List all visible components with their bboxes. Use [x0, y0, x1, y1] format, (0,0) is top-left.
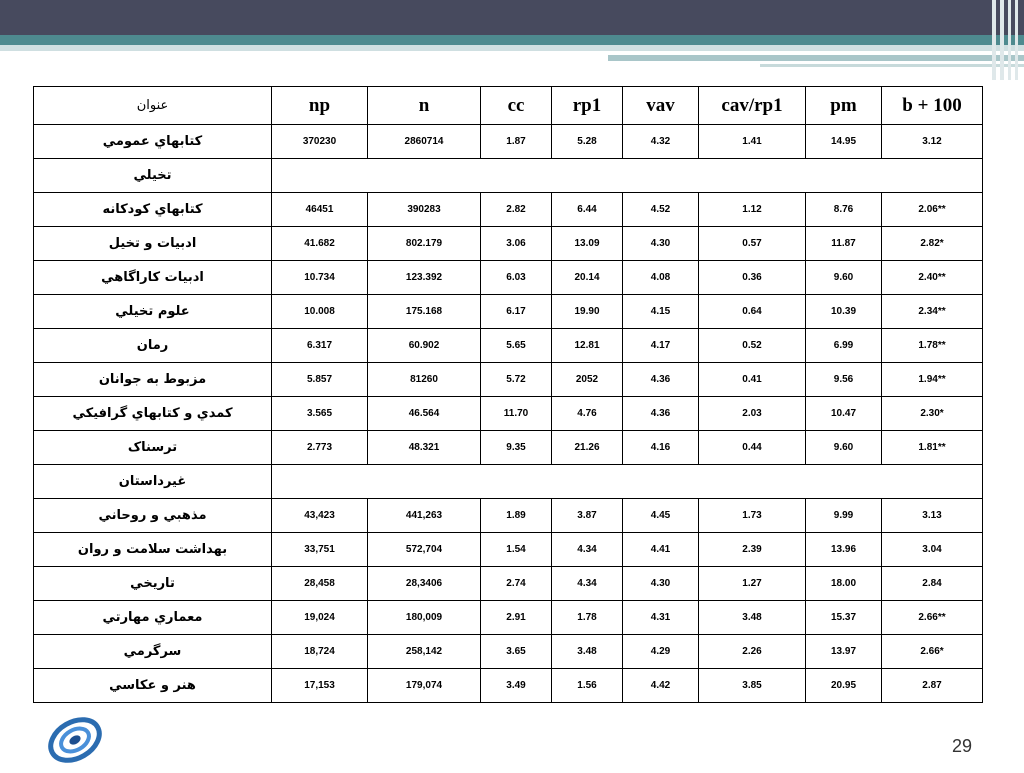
table-cell: 9.60 [806, 431, 882, 465]
table-cell: 3.04 [882, 533, 983, 567]
decor-stripe [1015, 0, 1018, 80]
table-cell: 4.36 [623, 397, 699, 431]
table-cell: 1.78** [882, 329, 983, 363]
table-cell: 14.95 [806, 125, 882, 159]
column-header: rp1 [552, 87, 623, 125]
table-cell: 20.14 [552, 261, 623, 295]
row-label: بهداشت سلامت و روان [34, 533, 272, 567]
table-cell: 17,153 [272, 669, 368, 703]
table-cell: 390283 [368, 193, 481, 227]
row-label: علوم تخيلي [34, 295, 272, 329]
header-right-band [608, 55, 1024, 61]
table-cell: 4.17 [623, 329, 699, 363]
table-row [34, 669, 983, 703]
table-cell: 15.37 [806, 601, 882, 635]
table-cell: 9.99 [806, 499, 882, 533]
table-cell: 3.12 [882, 125, 983, 159]
table-cell: 9.56 [806, 363, 882, 397]
table-row [34, 533, 983, 567]
table-row [34, 295, 983, 329]
table-row [34, 159, 983, 193]
table-cell: 3.06 [481, 227, 552, 261]
table-cell: 13.97 [806, 635, 882, 669]
table-cell: 2052 [552, 363, 623, 397]
table-cell: 2.773 [272, 431, 368, 465]
row-label: مزبوط به جوانان [34, 363, 272, 397]
page-number: 29 [951, 736, 972, 756]
header-right-thin-band [760, 64, 1024, 67]
table-cell: 0.57 [699, 227, 806, 261]
table-row [34, 431, 983, 465]
table-cell: 2.03 [699, 397, 806, 431]
header-light-band [0, 45, 1024, 51]
row-label: کتابهاي عمومي [34, 125, 272, 159]
table-cell: 0.36 [699, 261, 806, 295]
table-row [34, 567, 983, 601]
table-cell: 1.87 [481, 125, 552, 159]
table-cell: 2.30* [882, 397, 983, 431]
table-cell: 2.82 [481, 193, 552, 227]
table-cell: 2.87 [882, 669, 983, 703]
table-cell: 4.16 [623, 431, 699, 465]
table-cell: 1.89 [481, 499, 552, 533]
row-label: مذهبي و روحاني [34, 499, 272, 533]
row-label: غيرداستان [34, 465, 272, 499]
row-label: ادبيات و تخيل [34, 227, 272, 261]
table-cell: 5.65 [481, 329, 552, 363]
table-cell: 2.74 [481, 567, 552, 601]
table-cell: 441,263 [368, 499, 481, 533]
table-cell: 0.64 [699, 295, 806, 329]
table-cell: 46451 [272, 193, 368, 227]
table-cell: 2.34** [882, 295, 983, 329]
table-cell: 4.34 [552, 533, 623, 567]
table-cell: 4.52 [623, 193, 699, 227]
table-row [34, 499, 983, 533]
section-blank-cell [272, 159, 983, 193]
table-cell: 8.76 [806, 193, 882, 227]
table-cell: 3.13 [882, 499, 983, 533]
section-blank-cell [272, 465, 983, 499]
table-row [34, 601, 983, 635]
decor-stripe [1000, 0, 1004, 80]
table-cell: 19.90 [552, 295, 623, 329]
table-cell: 9.35 [481, 431, 552, 465]
table-cell: 81260 [368, 363, 481, 397]
column-header: n [368, 87, 481, 125]
logo-icon [45, 712, 105, 768]
table-cell: 4.31 [623, 601, 699, 635]
decor-stripe [992, 0, 996, 80]
table-cell: 5.72 [481, 363, 552, 397]
table-cell: 4.15 [623, 295, 699, 329]
table-cell: 60.902 [368, 329, 481, 363]
table-cell: 13.09 [552, 227, 623, 261]
column-header: b + 100 [882, 87, 983, 125]
table-cell: 4.41 [623, 533, 699, 567]
table-cell: 4.30 [623, 227, 699, 261]
table-cell: 10.47 [806, 397, 882, 431]
table-row [34, 635, 983, 669]
table-cell: 10.734 [272, 261, 368, 295]
table-cell: 802.179 [368, 227, 481, 261]
table-cell: 6.03 [481, 261, 552, 295]
table-cell: 4.45 [623, 499, 699, 533]
table-cell: 2.06** [882, 193, 983, 227]
table-cell: 3.87 [552, 499, 623, 533]
data-table [33, 86, 983, 703]
table-cell: 6.317 [272, 329, 368, 363]
column-header: np [272, 87, 368, 125]
table-cell: 2.84 [882, 567, 983, 601]
row-label: کتابهاي کودکانه [34, 193, 272, 227]
table-cell: 11.87 [806, 227, 882, 261]
table-cell: 4.34 [552, 567, 623, 601]
table-cell: 3.48 [552, 635, 623, 669]
column-header: cav/rp1 [699, 87, 806, 125]
table-cell: 20.95 [806, 669, 882, 703]
table-cell: 1.73 [699, 499, 806, 533]
table-cell: 2860714 [368, 125, 481, 159]
table-cell: 9.60 [806, 261, 882, 295]
table-row [34, 261, 983, 295]
table-cell: 123.392 [368, 261, 481, 295]
table-cell: 5.857 [272, 363, 368, 397]
table-cell: 1.94** [882, 363, 983, 397]
table-cell: 4.32 [623, 125, 699, 159]
row-label: سرگرمي [34, 635, 272, 669]
table-body [34, 125, 983, 703]
table-cell: 41.682 [272, 227, 368, 261]
table-cell: 2.66* [882, 635, 983, 669]
table-cell: 1.56 [552, 669, 623, 703]
row-label: هنر و عکاسي [34, 669, 272, 703]
table-cell: 28,458 [272, 567, 368, 601]
table-cell: 0.44 [699, 431, 806, 465]
table-cell: 4.08 [623, 261, 699, 295]
table-cell: 43,423 [272, 499, 368, 533]
table-row [34, 465, 983, 499]
table-cell: 1.81** [882, 431, 983, 465]
table-cell: 19,024 [272, 601, 368, 635]
table-cell: 3.49 [481, 669, 552, 703]
table-row [34, 397, 983, 431]
table-cell: 572,704 [368, 533, 481, 567]
column-header: vav [623, 87, 699, 125]
table-cell: 4.29 [623, 635, 699, 669]
table-cell: 6.17 [481, 295, 552, 329]
table-cell: 0.52 [699, 329, 806, 363]
table-cell: 258,142 [368, 635, 481, 669]
table-cell: 4.36 [623, 363, 699, 397]
table-cell: 21.26 [552, 431, 623, 465]
table-cell: 10.008 [272, 295, 368, 329]
row-label: ادبيات کاراگاهي [34, 261, 272, 295]
table-row [34, 363, 983, 397]
table-cell: 48.321 [368, 431, 481, 465]
table-row [34, 125, 983, 159]
table-cell: 1.41 [699, 125, 806, 159]
table-cell: 10.39 [806, 295, 882, 329]
table-cell: 28,3406 [368, 567, 481, 601]
table-header-row [34, 87, 983, 125]
table-cell: 2.39 [699, 533, 806, 567]
table-cell: 370230 [272, 125, 368, 159]
table-cell: 18,724 [272, 635, 368, 669]
table-row [34, 329, 983, 363]
row-label: معماري مهارتي [34, 601, 272, 635]
column-header: cc [481, 87, 552, 125]
table-cell: 46.564 [368, 397, 481, 431]
data-table-container [33, 86, 982, 703]
table-cell: 0.41 [699, 363, 806, 397]
table-row [34, 193, 983, 227]
table-cell: 13.96 [806, 533, 882, 567]
row-label: رمان [34, 329, 272, 363]
table-cell: 5.28 [552, 125, 623, 159]
table-cell: 6.99 [806, 329, 882, 363]
table-cell: 2.40** [882, 261, 983, 295]
table-cell: 1.27 [699, 567, 806, 601]
header-accent-band [0, 35, 1024, 45]
table-cell: 179,074 [368, 669, 481, 703]
table-cell: 1.78 [552, 601, 623, 635]
table-cell: 11.70 [481, 397, 552, 431]
table-cell: 3.565 [272, 397, 368, 431]
table-cell: 3.85 [699, 669, 806, 703]
table-cell: 175.168 [368, 295, 481, 329]
table-cell: 3.48 [699, 601, 806, 635]
row-label: تخيلي [34, 159, 272, 193]
table-cell: 2.66** [882, 601, 983, 635]
row-label: کمدي و کتابهاي گرافيکي [34, 397, 272, 431]
table-cell: 4.42 [623, 669, 699, 703]
table-cell: 3.65 [481, 635, 552, 669]
table-cell: 1.54 [481, 533, 552, 567]
table-cell: 180,009 [368, 601, 481, 635]
table-cell: 1.12 [699, 193, 806, 227]
table-cell: 6.44 [552, 193, 623, 227]
table-cell: 18.00 [806, 567, 882, 601]
table-cell: 4.76 [552, 397, 623, 431]
column-header: pm [806, 87, 882, 125]
table-cell: 2.82* [882, 227, 983, 261]
row-label: ترسناک [34, 431, 272, 465]
table-row [34, 227, 983, 261]
table-cell: 12.81 [552, 329, 623, 363]
header-bar [0, 0, 1024, 35]
column-header: عنوان [34, 87, 272, 125]
table-cell: 2.26 [699, 635, 806, 669]
row-label: تاريخي [34, 567, 272, 601]
table-cell: 33,751 [272, 533, 368, 567]
table-cell: 4.30 [623, 567, 699, 601]
decor-stripe [1008, 0, 1011, 80]
table-cell: 2.91 [481, 601, 552, 635]
